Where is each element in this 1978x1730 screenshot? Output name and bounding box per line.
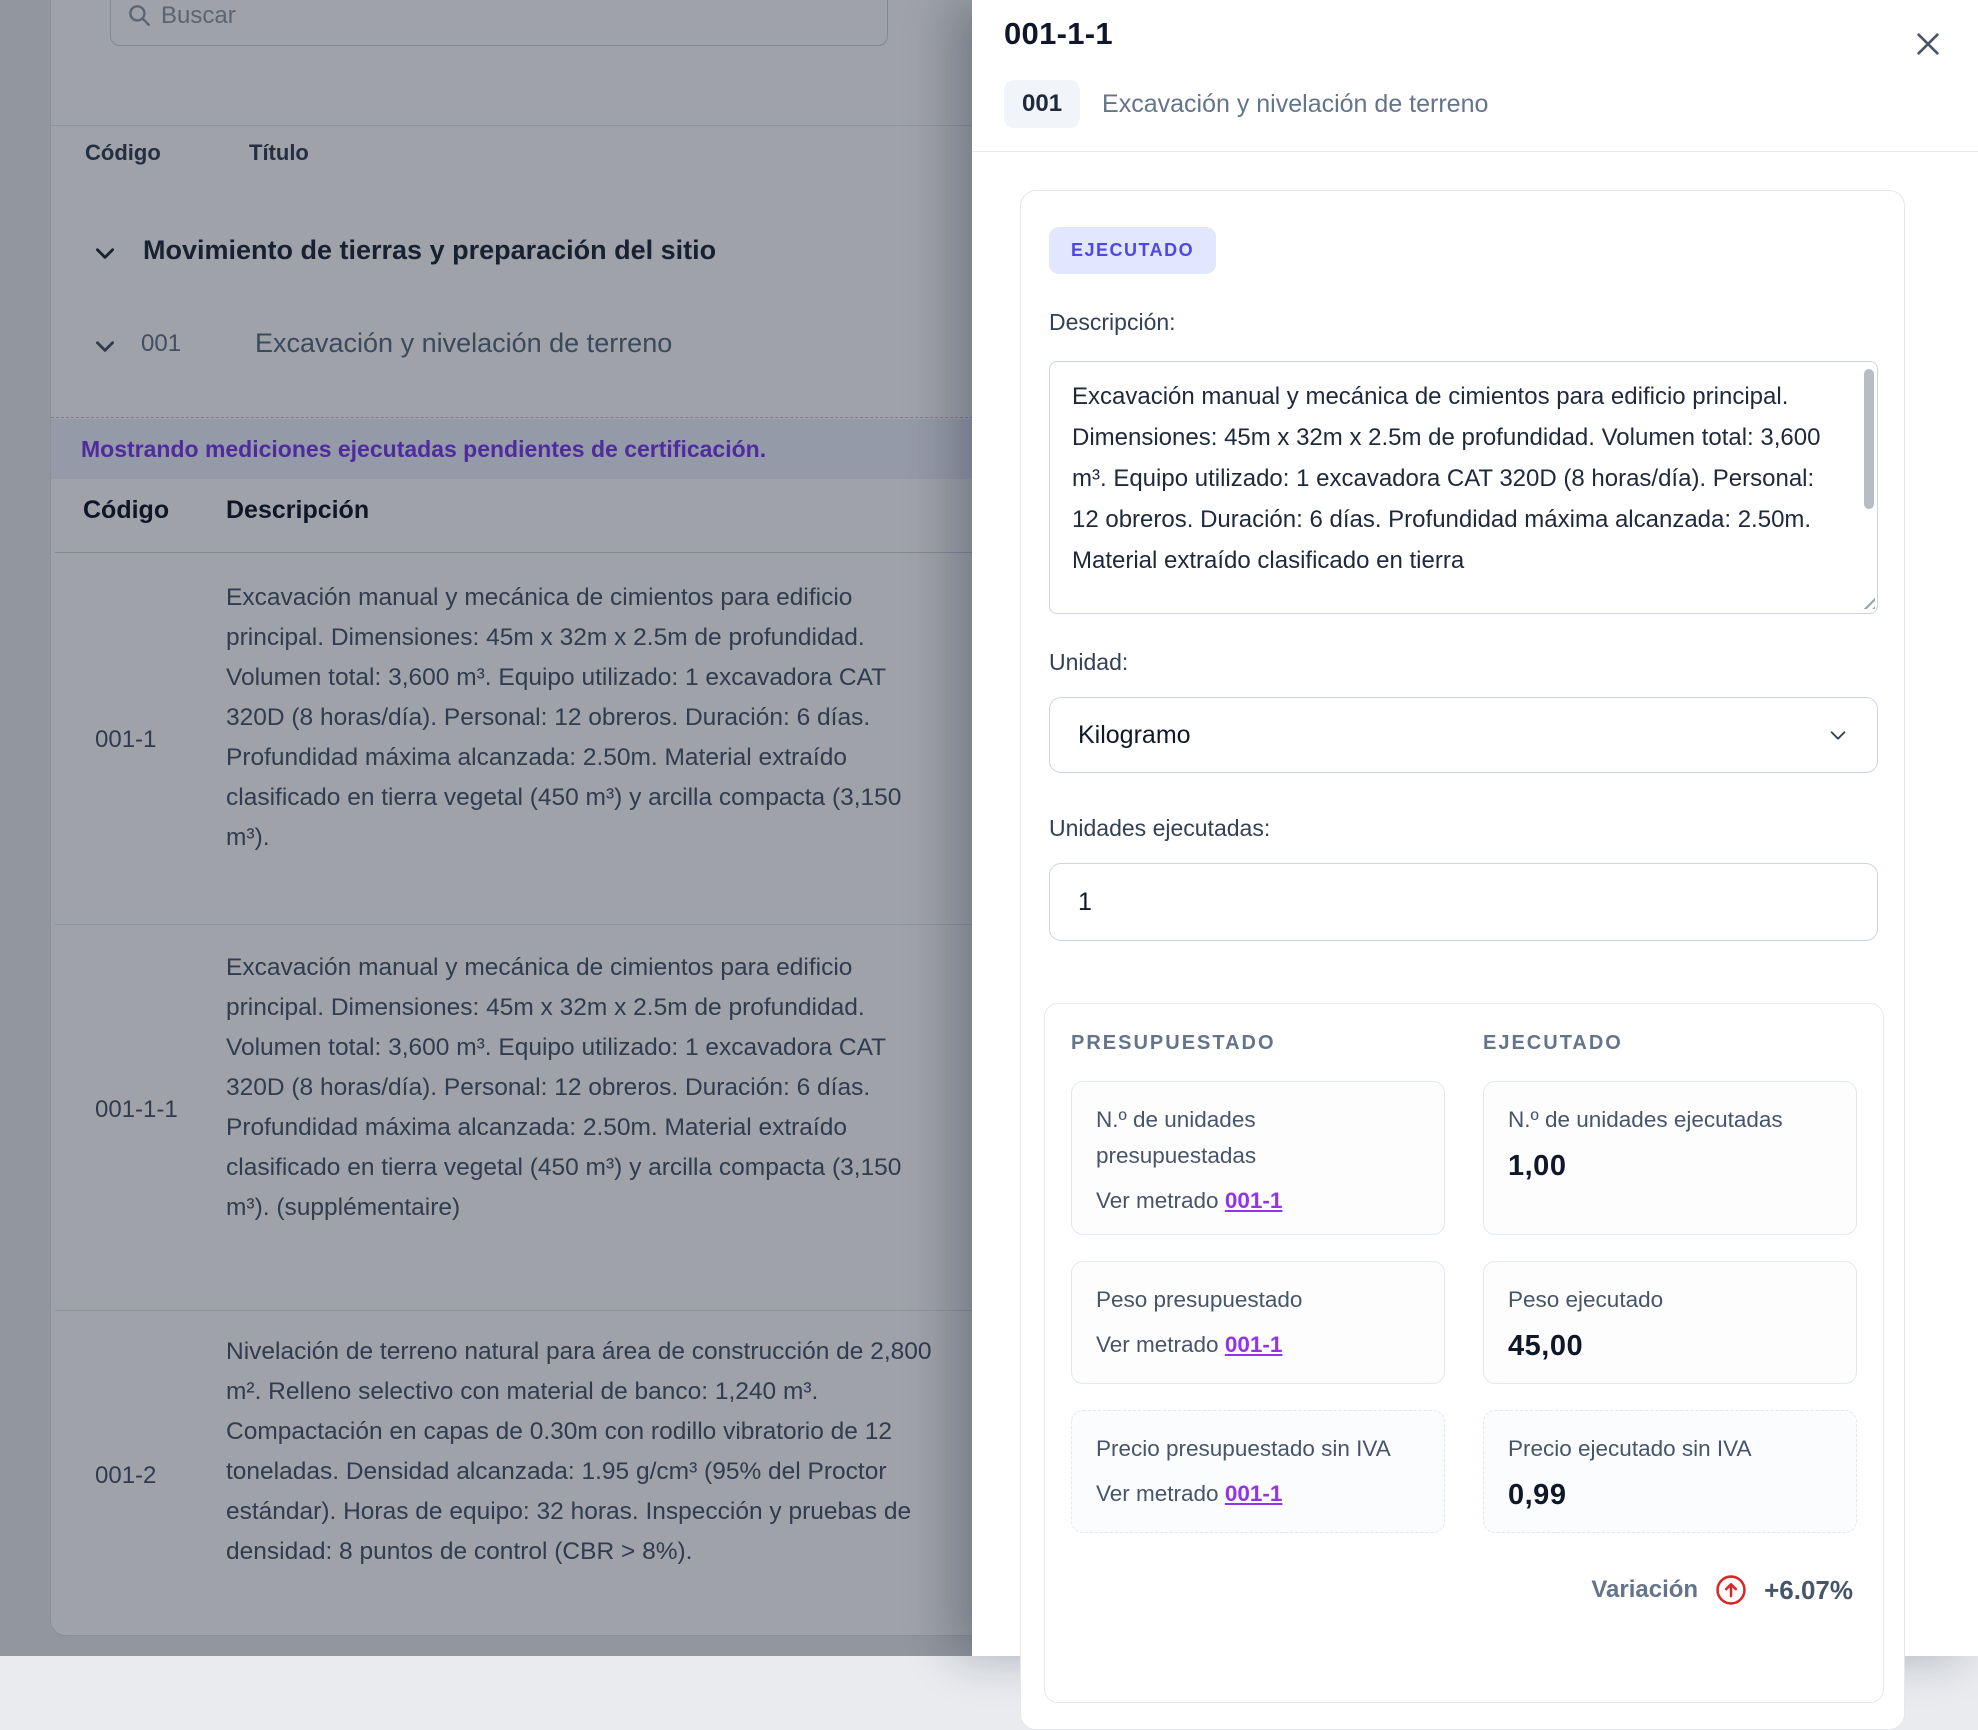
- status-badge: EJECUTADO: [1049, 227, 1216, 274]
- variation-value: +6.07%: [1764, 1575, 1853, 1606]
- variation-row: [1071, 1573, 1857, 1607]
- units-executed-input[interactable]: [1049, 863, 1878, 941]
- measurement-detail-drawer: [972, 0, 1978, 1656]
- tree-row-item[interactable]: Excavación y nivelación de terreno: [255, 328, 672, 359]
- comparison-panel: [1044, 1003, 1884, 1703]
- budgeted-price-card: [1071, 1410, 1445, 1533]
- card-label: Precio presupuestado sin IVA: [1096, 1431, 1420, 1467]
- metrado-link[interactable]: 001-1: [1225, 1481, 1283, 1506]
- unit-select-value: Kilogramo: [1078, 721, 1191, 750]
- budgeted-column-header: PRESUPUESTADO: [1071, 1032, 1445, 1055]
- tree-header-title: Título: [249, 140, 309, 166]
- budgeted-units-card: [1071, 1081, 1445, 1235]
- card-label: N.º de unidades presupuestadas: [1096, 1102, 1420, 1174]
- chevron-down-icon: [1827, 724, 1849, 746]
- metrado-link[interactable]: 001-1: [1225, 1188, 1283, 1213]
- row-code: 001-2: [95, 1462, 156, 1490]
- card-label: Peso ejecutado: [1508, 1282, 1832, 1318]
- executed-column-header: EJECUTADO: [1483, 1032, 1857, 1055]
- card-label: N.º de unidades ejecutadas: [1508, 1102, 1832, 1138]
- card-label: Precio ejecutado sin IVA: [1508, 1431, 1832, 1467]
- row-description: Excavación manual y mecánica de cimientos para edificio principal. Dimensiones: 45m x 32m x 2.5m de profundidad. Volumen total: 3,600 m³. Equipo utilizado: 1 excavadora CAT 320D (8 horas/día). Personal: 12 obreros. Duración: 6 días. Profundidad máxima alcanzada: 2.50m. Material extraído clasificado en tierra vegetal (450 m³) y arcilla compacta (3,150 m³). (supplémentaire): [226, 948, 932, 1228]
- link-prefix: Ver metrado: [1096, 1481, 1225, 1506]
- parent-code-badge: 001: [1004, 80, 1080, 128]
- description-textarea[interactable]: [1049, 361, 1878, 614]
- drawer-title: 001-1-1: [1004, 16, 1113, 52]
- tree-row-code: 001: [141, 330, 181, 358]
- card-value: 1,00: [1508, 1150, 1832, 1183]
- card-value: 45,00: [1508, 1330, 1832, 1363]
- card-label: Peso presupuestado: [1096, 1282, 1420, 1318]
- filter-notice-text: Mostrando mediciones ejecutadas pendientes de certificación.: [81, 436, 766, 463]
- unit-select[interactable]: [1049, 697, 1878, 773]
- executed-price-card: [1483, 1410, 1857, 1533]
- parent-title: Excavación y nivelación de terreno: [1102, 90, 1488, 119]
- row-description: Excavación manual y mecánica de cimientos para edificio principal. Dimensiones: 45m x 32m x 2.5m de profundidad. Volumen total: 3,600 m³. Equipo utilizado: 1 excavadora CAT 320D (8 horas/día). Personal: 12 obreros. Duración: 6 días. Profundidad máxima alcanzada: 2.50m. Material extraído clasificado en tierra vegetal (450 m³) y arcilla compacta (3,150 m³).: [226, 578, 932, 858]
- table-header-code: Código: [83, 496, 169, 525]
- metrado-link[interactable]: 001-1: [1225, 1332, 1283, 1357]
- tree-header-code: Código: [85, 140, 161, 166]
- table-header-description: Descripción: [226, 496, 369, 525]
- divider: [972, 151, 1978, 152]
- link-prefix: Ver metrado: [1096, 1188, 1225, 1213]
- units-executed-label: Unidades ejecutadas:: [1049, 815, 1270, 842]
- close-button[interactable]: [1912, 28, 1944, 60]
- budgeted-weight-card: [1071, 1261, 1445, 1384]
- link-prefix: Ver metrado: [1096, 1332, 1225, 1357]
- card-value: 0,99: [1508, 1479, 1832, 1512]
- measurement-form-card: [1020, 190, 1905, 1730]
- row-description: Nivelación de terreno natural para área de construcción de 2,800 m². Relleno selectivo con material de banco: 1,240 m³. Compactación en capas de 0.30m con rodillo vibratorio de 12 toneladas. Densidad alcanzada: 1.95 g/cm³ (95% del Proctor estándar). Horas de equipo: 32 horas. Inspección y pruebas de densidad: 8 puntos de control (CBR > 8%).: [226, 1332, 932, 1572]
- executed-units-card: [1483, 1081, 1857, 1235]
- tree-row-chapter[interactable]: Movimiento de tierras y preparación del sitio: [143, 235, 716, 266]
- variation-up-icon: [1714, 1573, 1748, 1607]
- executed-weight-card: [1483, 1261, 1857, 1384]
- variation-label: Variación: [1591, 1576, 1698, 1604]
- textarea-scrollbar[interactable]: [1864, 369, 1874, 509]
- close-icon: [1912, 28, 1944, 60]
- unit-label: Unidad:: [1049, 649, 1128, 676]
- row-code: 001-1: [95, 726, 156, 754]
- row-code: 001-1-1: [95, 1096, 178, 1124]
- description-label: Descripción:: [1049, 309, 1176, 336]
